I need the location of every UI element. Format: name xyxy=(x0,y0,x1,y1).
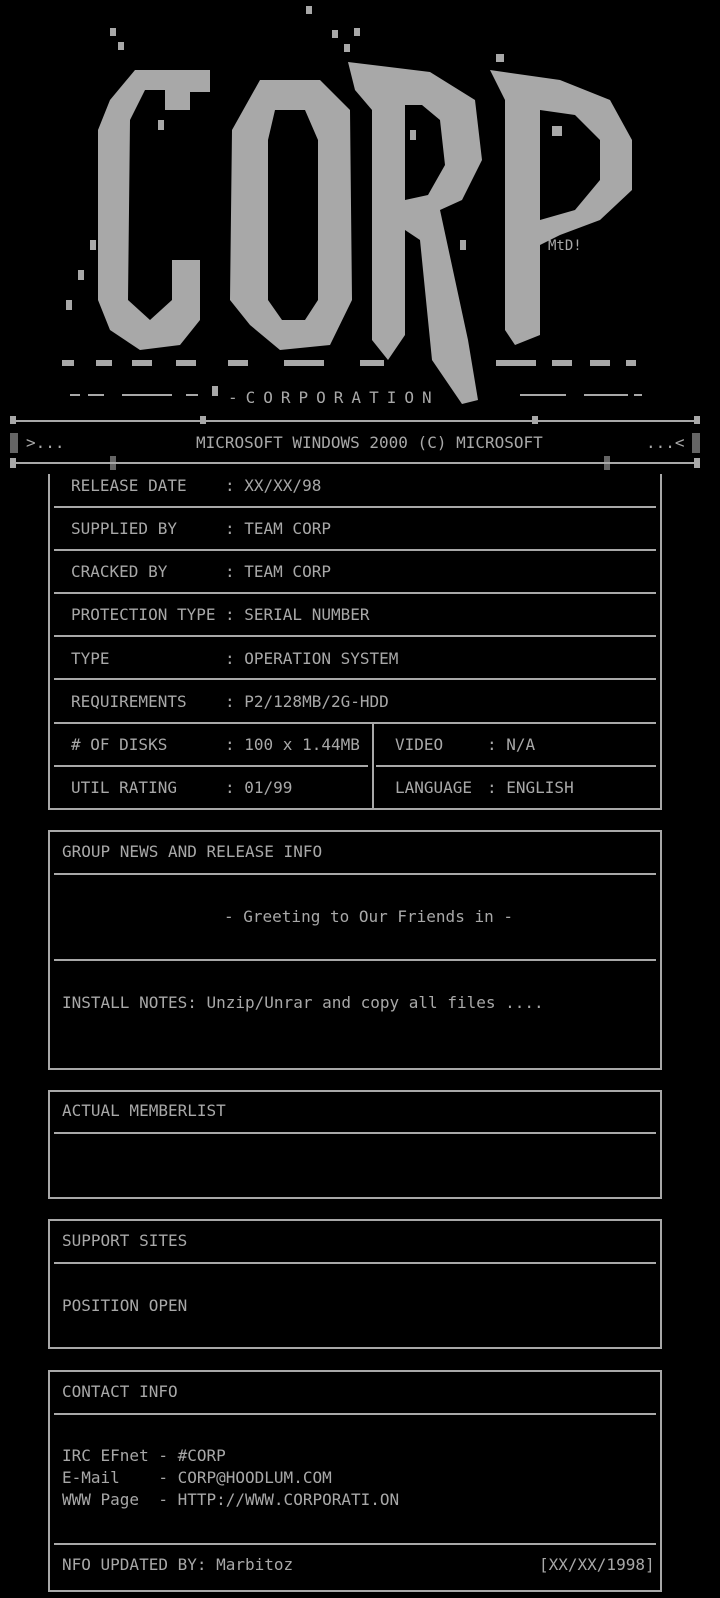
banner-right-block xyxy=(692,433,700,453)
row-divider xyxy=(54,549,656,551)
contact-footer-divider xyxy=(54,1543,656,1545)
support-header-divider xyxy=(54,1262,656,1264)
banner-right: ...< xyxy=(646,433,685,452)
news-greeting: - Greeting to Our Friends in - xyxy=(224,907,513,926)
info-right-border xyxy=(660,474,662,810)
news-header: GROUP NEWS AND RELEASE INFO xyxy=(62,842,323,861)
requirements-label: REQUIREMENTS xyxy=(71,692,187,711)
install-notes: INSTALL NOTES: Unzip/Unrar and copy all files .... xyxy=(62,993,544,1012)
util-label: UTIL RATING xyxy=(71,778,177,797)
nfo-updated-by: NFO UPDATED BY: Marbitoz xyxy=(62,1555,294,1574)
row-divider xyxy=(54,722,656,724)
contact-header: CONTACT INFO xyxy=(62,1382,178,1401)
row-divider xyxy=(54,506,656,508)
banner-corner-tl xyxy=(10,416,16,424)
info-bottom-border xyxy=(48,808,662,810)
members-header-divider xyxy=(54,1132,656,1134)
row-divider xyxy=(54,635,656,637)
row-divider xyxy=(54,678,656,680)
banner-top-line xyxy=(12,420,698,422)
type-label: TYPE xyxy=(71,649,110,668)
disks-value: : 100 x 1.44MB xyxy=(225,735,360,754)
requirements-value: : P2/128MB/2G-HDD xyxy=(225,692,389,711)
corp-logo xyxy=(0,0,720,420)
nfo-date: [XX/XX/1998] xyxy=(539,1555,655,1574)
contact-www: WWW Page - HTTP://WWW.CORPORATI.ON xyxy=(62,1490,400,1509)
type-value: : OPERATION SYSTEM xyxy=(225,649,399,668)
protection-type-label: PROTECTION TYPE xyxy=(71,605,216,624)
members-header: ACTUAL MEMBERLIST xyxy=(62,1101,226,1120)
news-divider xyxy=(54,959,656,961)
support-header: SUPPORT SITES xyxy=(62,1231,188,1250)
language-value: : ENGLISH xyxy=(487,778,574,797)
banner-corner-tr xyxy=(694,416,700,424)
video-value: : N/A xyxy=(487,735,536,754)
protection-type-value: : SERIAL NUMBER xyxy=(225,605,370,624)
supplied-by-value: : TEAM CORP xyxy=(225,519,331,538)
contact-header-divider xyxy=(54,1413,656,1415)
release-date-label: RELEASE DATE xyxy=(71,476,187,495)
banner-node-3 xyxy=(110,456,116,470)
banner-node-2 xyxy=(532,416,538,424)
news-box xyxy=(48,830,662,1070)
row-divider xyxy=(54,592,656,594)
cracked-by-label: CRACKED BY xyxy=(71,562,168,581)
column-divider xyxy=(372,722,374,810)
util-value: : 01/99 xyxy=(225,778,293,797)
logo-subtitle: -CORPORATION xyxy=(228,388,440,407)
row-divider xyxy=(376,765,656,767)
row-divider xyxy=(54,765,368,767)
support-body: POSITION OPEN xyxy=(62,1296,188,1315)
cracked-by-value: : TEAM CORP xyxy=(225,562,331,581)
contact-email: E-Mail - CORP@HOODLUM.COM xyxy=(62,1468,332,1487)
language-label: LANGUAGE xyxy=(395,778,473,797)
banner-corner-br xyxy=(694,458,700,468)
banner-left-block xyxy=(10,433,18,453)
supplied-by-label: SUPPLIED BY xyxy=(71,519,177,538)
banner-left: >... xyxy=(26,433,65,452)
info-left-border xyxy=(48,474,50,810)
banner-corner-bl xyxy=(10,458,16,468)
release-date-value: : XX/XX/98 xyxy=(225,476,322,495)
banner-node-1 xyxy=(200,416,206,424)
video-label: VIDEO xyxy=(395,735,444,754)
banner-title: MICROSOFT WINDOWS 2000 (C) MICROSOFT xyxy=(196,433,543,452)
logo-tag: MtD! xyxy=(548,238,582,254)
news-header-divider xyxy=(54,873,656,875)
banner-node-4 xyxy=(604,456,610,470)
contact-irc: IRC EFnet - #CORP xyxy=(62,1446,226,1465)
disks-label: # OF DISKS xyxy=(71,735,168,754)
